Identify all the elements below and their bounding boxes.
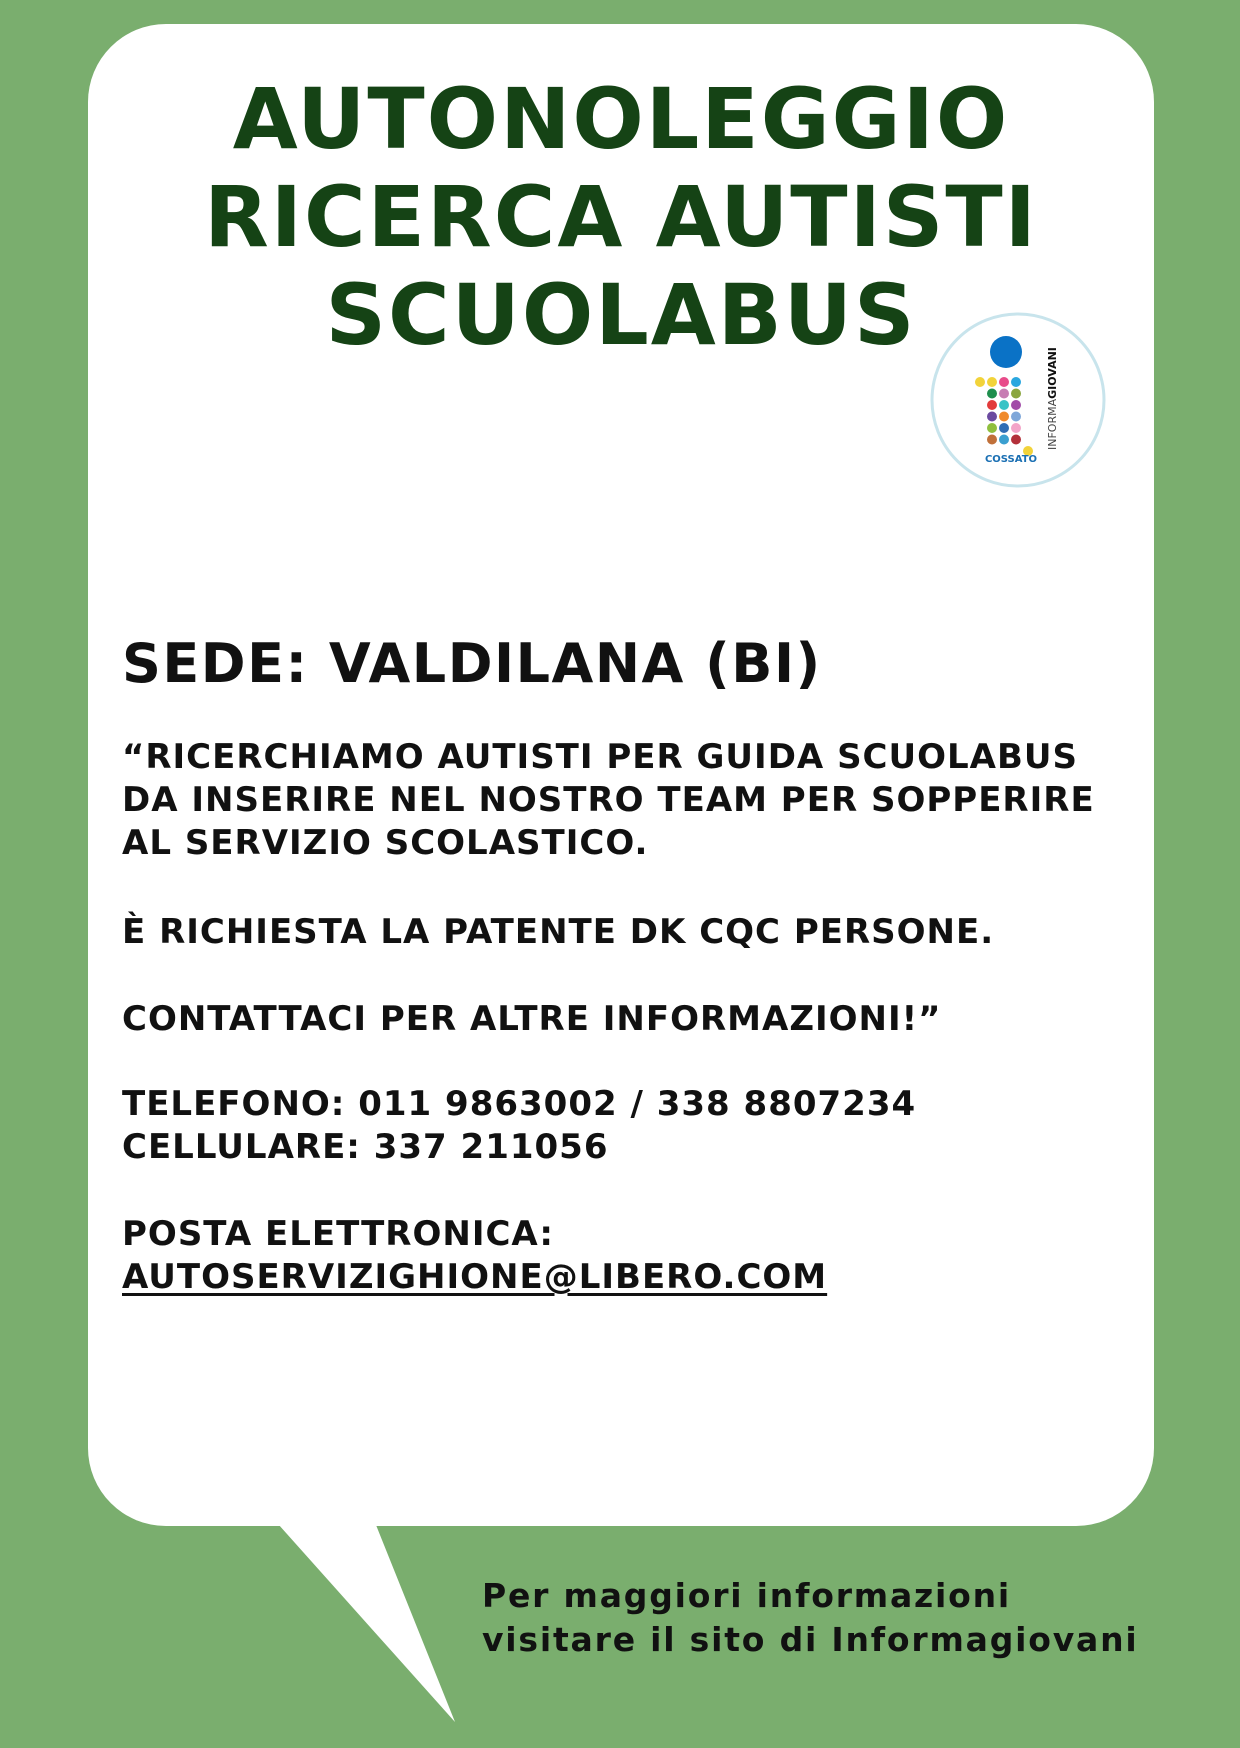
logo-dot [1011,400,1021,410]
title-line-3: SCUOLABUS [325,266,917,364]
requirement-text: È RICHIESTA LA PATENTE DK CQC PERSONE. [122,912,995,952]
email-block [122,1213,827,1299]
title-line-2: RICERCA AUTISTI [204,168,1038,266]
footer-note [482,1574,1139,1662]
telefono-line: TELEFONO: 011 9863002 / 338 8807234 [122,1084,917,1124]
email-link[interactable]: AUTOSERVIZIGHIONE@LIBERO.COM [122,1257,828,1297]
logo-dot [1011,377,1021,387]
logo-dot [1011,389,1021,399]
logo-dot [999,423,1009,433]
logo-dot [999,389,1009,399]
footer-line-1: Per maggiori informazioni [482,1576,1012,1615]
title-line-1: AUTONOLEGGIO [232,70,1010,168]
intro-line-1: “RICERCHIAMO AUTISTI PER GUIDA SCUOLABUS [122,737,1079,777]
logo-dot [975,377,985,387]
logo-dot [987,377,997,387]
logo-dot [999,412,1009,422]
contact-cta: CONTATTACI PER ALTRE INFORMAZIONI!” [122,999,942,1039]
cellulare-line: CELLULARE: 337 211056 [122,1127,609,1167]
logo-dot [1011,435,1021,445]
phone-block [122,1083,916,1169]
logo-dot [999,435,1009,445]
location-heading: SEDE: VALDILANA (BI) [122,632,822,695]
logo-dot [1011,412,1021,422]
intro-paragraph [122,736,1095,865]
logo-dot [999,400,1009,410]
logo-dot [1011,423,1021,433]
logo-dot [987,435,997,445]
intro-line-2: DA INSERIRE NEL NOSTRO TEAM PER SOPPERIRE [122,780,1095,820]
footer-line-2: visitare il sito di Informagiovani [482,1620,1139,1659]
logo-dot [987,389,997,399]
logo-city: COSSATO [984,454,1038,465]
logo-dot [987,400,997,410]
logo-dot [987,423,997,433]
logo-dot [999,377,1009,387]
logo-brand-text: INFORMAGIOVANI [1046,347,1059,450]
intro-line-3: AL SERVIZIO SCOLASTICO. [122,823,649,863]
informagiovani-logo [928,310,1108,490]
logo-dot [987,412,997,422]
email-label: POSTA ELETTRONICA: [122,1214,554,1254]
